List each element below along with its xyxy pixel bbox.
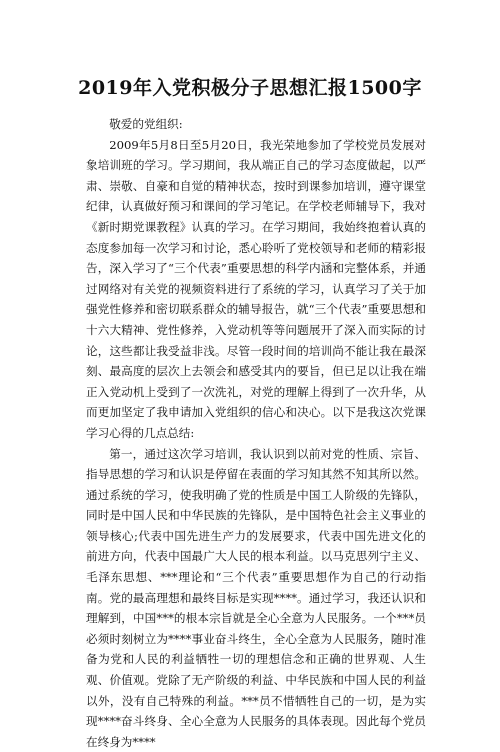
document-body [86,114,426,752]
salutation: 敬爱的党组织: [86,114,426,135]
document-title: 2019年入党积极分子思想汇报1500字 [0,74,500,102]
paragraph-2: 第一，通过这次学习培训，我认识到以前对党的性质、宗旨、指导思想的学习和认识是停留在表面的学习知其然不知其所以然。通过系统的学习，使我明确了党的性质是中国工人阶级的先锋队，同时是中国人民和中华民族的先锋队，是中国特色社会主义事业的领导核心;代表中国先进生产力的发展要求，代表中国先进文化的前进方向，代表中国最广大人民的根本利益。以马克思列宁主义、毛泽东思想、***理论和“三个代表”重要思想作为自己的行动指南。党的最高理想和最终目标是实现****。通过学习，我还认识和理解到，中国***的根本宗旨就是全心全意为人民服务。一个***员必须时刻树立为****事业奋斗终生，全心全意为人民服务，随时准备为党和人民的利益牺牲一切的理想信念和正确的世界观、人生观、价值观。党除了无产阶级的利益、中华民族和中国人民的利益以外，没有自己特殊的利益。***员不惜牺牲自己的一切，是为实现****奋斗终身、全心全意为人民服务的具体表现。因此每个党员在终身为**** [86,444,426,752]
paragraph-1: 2009年5月8日至5月20日，我光荣地参加了学校党员发展对象培训班的学习。学习期间，我从端正自己的学习态度做起，以严肃、崇敬、自豪和自觉的精神状态，按时到课参加培训，遵守课堂纪律，认真做好预习和课间的学习笔记。在学校老师辅导下，我对《新时期党课教程》认真的学习。在学习期间，我始终抱着认真的态度参加每一次学习和讨论，悉心聆听了党校领导和老师的精彩报告，深入学习了“三个代表”重要思想的科学内涵和完整体系，并通过网络对有关党的视频资料进行了系统的学习，认真学习了关于加强党性修养和密切联系群众的辅导报告，就“三个代表”重要思想和十六大精神、党性修养，入党动机等等问题展开了深入而实际的讨论，这些都让我受益非浅。尽管一段时间的培训尚不能让我在最深刻、最高度的层次上去领会和感受其内的要旨，但已足以让我在端正入党动机上受到了一次洗礼，对党的理解上得到了一次升华，从而更加坚定了我申请加入党组织的信心和决心。以下是我这次党课学习心得的几点总结: [86,135,426,444]
